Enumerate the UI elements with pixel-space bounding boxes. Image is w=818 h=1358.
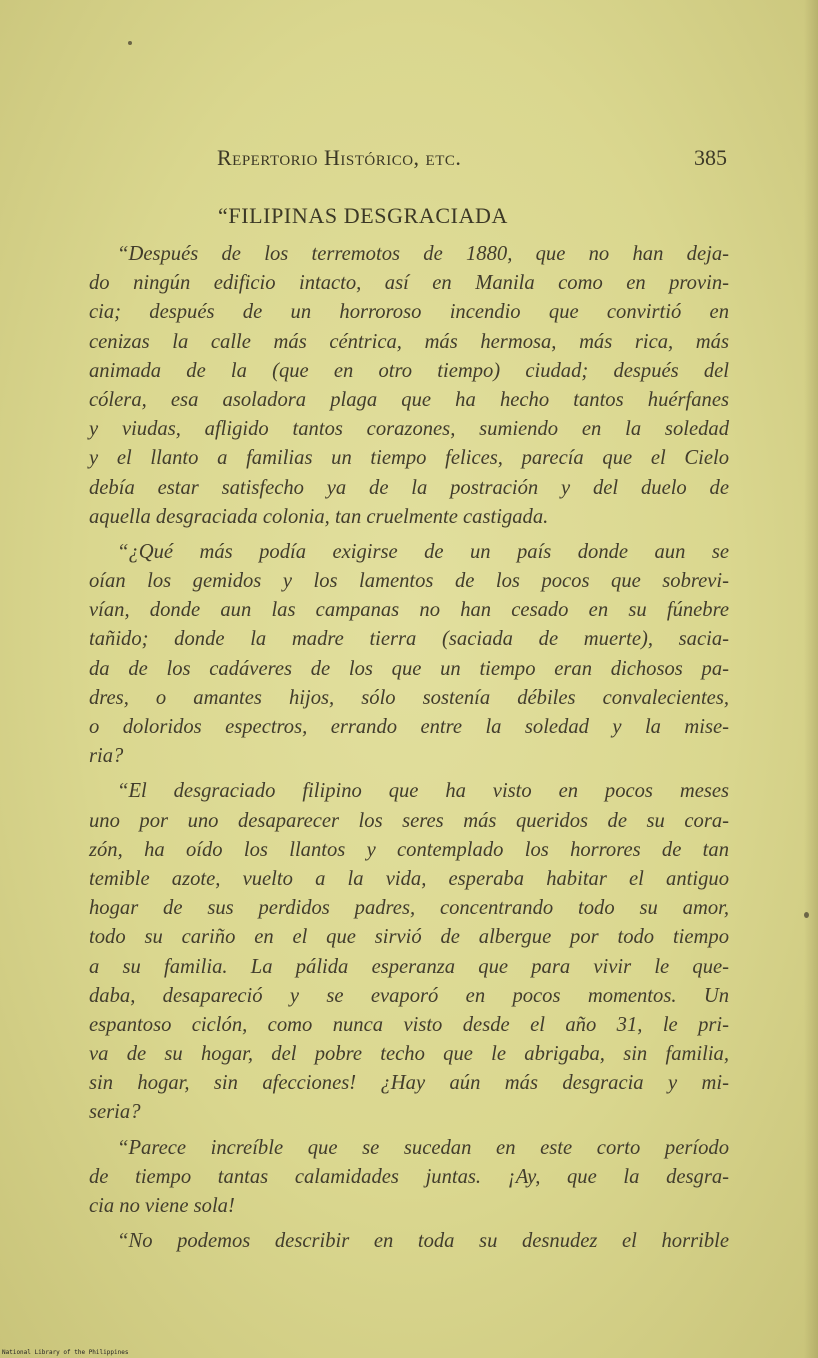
paragraph	[89, 1227, 729, 1256]
page-edge	[804, 0, 818, 1358]
scan-credit: National Library of the Philippines	[2, 1349, 129, 1356]
text-line: o doloridos espectros, errando entre la soledad y la mise-	[89, 716, 729, 738]
text-line: seria?	[89, 1101, 141, 1124]
section-title: “FILIPINAS DESGRACIADA	[218, 203, 509, 228]
text-line: oían los gemidos y los lamentos de los pocos que sobrevi-	[89, 570, 729, 593]
paragraph	[89, 1134, 729, 1222]
text-line: cenizas la calle más céntrica, más hermosa, más rica, más	[89, 330, 729, 353]
text-line: ria?	[89, 745, 124, 768]
running-title: Repertorio Histórico, etc.	[217, 145, 462, 170]
text-line: cólera, esa asoladora plaga que ha hecho tantos huérfanes	[89, 388, 729, 411]
text-line: hogar de sus perdidos padres, concentrando todo su amor,	[89, 897, 729, 920]
text-line: uno por uno desaparecer los seres más queridos de su cora-	[89, 809, 729, 832]
text-line: cia; después de un horroroso incendio que convirtió en	[89, 301, 729, 324]
text-line: va de su hogar, del pobre techo que le abrigaba, sin familia,	[89, 1043, 729, 1066]
body-text	[89, 240, 729, 1256]
page-header	[217, 145, 727, 175]
text-line: de tiempo tantas calamidades juntas. ¡Ay, que la desgra-	[89, 1165, 729, 1188]
text-line: do ningún edificio intacto, así en Manila como en provin-	[89, 272, 729, 295]
text-line: vían, donde aun las campanas no han cesado en su fúnebre	[89, 599, 729, 622]
text-line: a su familia. La pálida esperanza que para vivir le que-	[89, 955, 729, 978]
text-line: aquella desgraciada colonia, tan cruelmente castigada.	[89, 505, 549, 528]
paragraph	[89, 538, 729, 772]
paragraph	[89, 777, 729, 1127]
text-line: animada de la (que en otro tiempo) ciudad; después del	[89, 359, 729, 382]
text-line: temible azote, vuelto a la vida, esperaba habitar el antiguo	[89, 867, 729, 890]
page-number: 385	[694, 145, 727, 170]
text-line: “No podemos describir en toda su desnudez el horrible	[117, 1230, 729, 1253]
text-line: debía estar satisfecho ya de la postración y del duelo de	[89, 476, 729, 499]
text-line: espantoso ciclón, como nunca visto desde el año 31, le pri-	[89, 1013, 729, 1036]
text-line: dres, o amantes hijos, sólo sostenía débiles convalecientes,	[89, 686, 729, 709]
paragraph	[89, 240, 729, 532]
text-line: tañido; donde la madre tierra (saciada de muerte), sacia-	[89, 628, 729, 651]
text-line: “¿Qué más podía exigirse de un país donde aun se	[117, 540, 729, 563]
text-line: “El desgraciado filipino que ha visto en pocos meses	[117, 780, 729, 803]
text-line: sin hogar, sin afecciones! ¿Hay aún más desgracia y mi-	[89, 1072, 729, 1095]
text-line: todo su cariño en el que sirvió de albergue por todo tiempo	[89, 926, 729, 949]
text-line: “Después de los terremotos de 1880, que no han deja-	[117, 243, 729, 265]
text-line: y el llanto a familias un tiempo felices, parecía que el Cielo	[89, 447, 729, 470]
text-line: y viudas, afligido tantos corazones, sumiendo en la soledad	[89, 418, 729, 441]
text-line: daba, desapareció y se evaporó en pocos momentos. Un	[89, 984, 729, 1007]
text-line: da de los cadáveres de los que un tiempo eran dichosos pa-	[89, 657, 729, 680]
text-line: “Parece increíble que se sucedan en este corto período	[117, 1136, 729, 1159]
ink-speck	[128, 41, 132, 45]
text-line: cia no viene sola!	[89, 1195, 235, 1217]
text-line: zón, ha oído los llantos y contemplado los horrores de tan	[89, 838, 729, 861]
